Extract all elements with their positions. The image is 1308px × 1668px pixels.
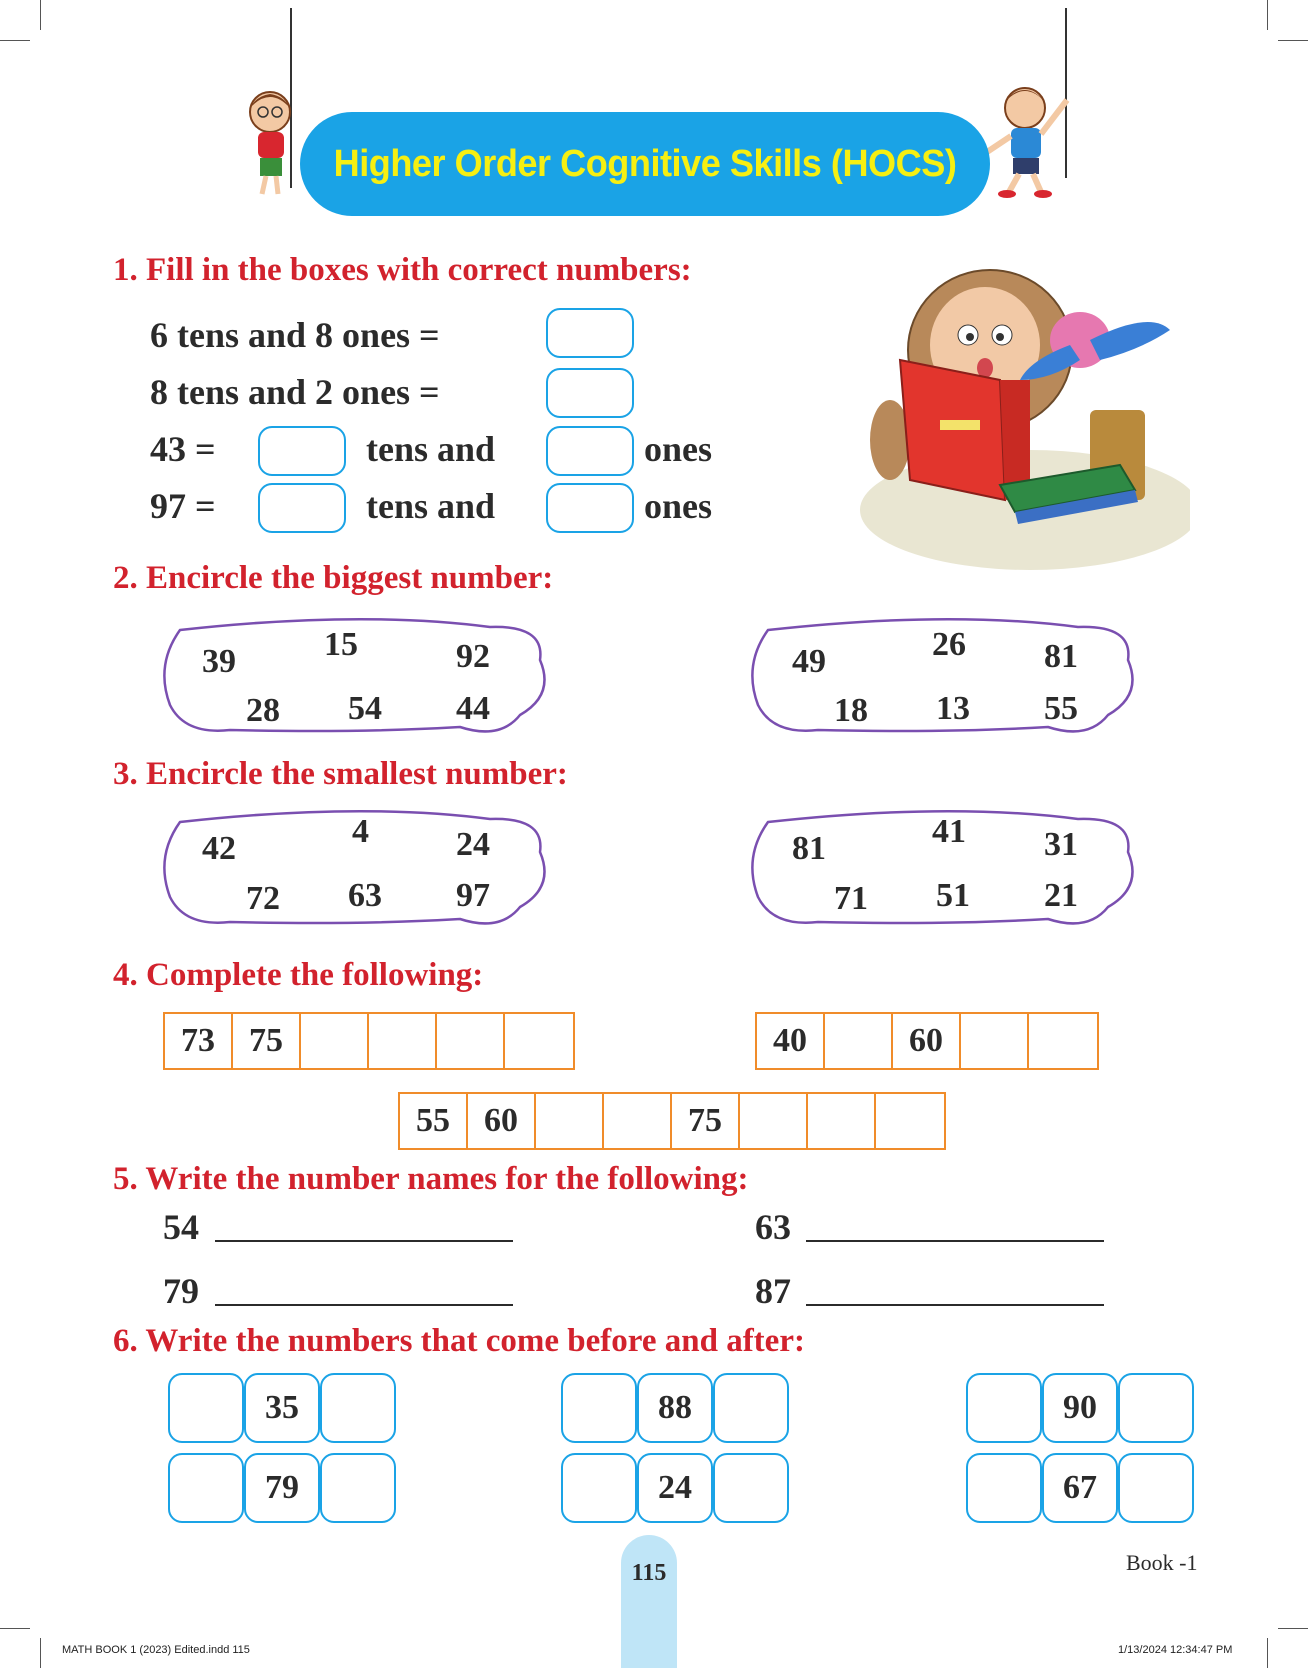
number-item[interactable]: 81 [792, 830, 826, 867]
after-box[interactable] [713, 1453, 789, 1523]
before-after-group [561, 1453, 789, 1523]
number-item[interactable]: 18 [834, 692, 868, 729]
given-number: 88 [637, 1373, 713, 1443]
number-item[interactable]: 13 [936, 690, 970, 727]
monkey-reading-illustration [790, 240, 1190, 580]
q1-line-4-text: 97 = [150, 486, 216, 526]
sequence-row-1 [163, 1012, 575, 1070]
before-box[interactable] [168, 1453, 244, 1523]
boy-illustration [975, 80, 1085, 200]
q1-line-3-right: ones [644, 429, 713, 469]
given-number: 90 [1042, 1373, 1118, 1443]
given-number: 67 [1042, 1453, 1118, 1523]
answer-box[interactable] [546, 308, 634, 358]
sequence-row-2 [755, 1012, 1099, 1070]
q1-line-2-text: 8 tens and 2 ones = [150, 372, 440, 412]
given-number: 24 [637, 1453, 713, 1523]
before-box[interactable] [168, 1373, 244, 1443]
number-item[interactable]: 51 [936, 877, 970, 914]
sequence-cell[interactable] [1029, 1014, 1097, 1068]
number-item[interactable]: 26 [932, 626, 966, 663]
number-name-item: 63 [755, 1207, 791, 1247]
answer-line[interactable] [215, 1272, 513, 1306]
footer-file-info: MATH BOOK 1 (2023) Edited.indd 115 [62, 1644, 250, 1656]
book-label: Book -1 [1126, 1550, 1198, 1575]
question-3-heading: 3. Encircle the smallest number: [113, 756, 568, 792]
q1-line-4-mid: tens and [366, 486, 496, 526]
question-1-heading: 1. Fill in the boxes with correct numbers: [113, 252, 692, 288]
sequence-cell[interactable] [505, 1014, 573, 1068]
q1-line-3-text: 43 = [150, 429, 216, 469]
crop-mark [0, 40, 30, 41]
number-item[interactable]: 21 [1044, 877, 1078, 914]
sequence-cell: 75 [233, 1014, 301, 1068]
number-item[interactable]: 24 [456, 826, 490, 863]
number-item[interactable]: 4 [352, 813, 369, 850]
answer-box[interactable] [258, 426, 346, 476]
sequence-cell[interactable] [740, 1094, 808, 1148]
number-item[interactable]: 81 [1044, 638, 1078, 675]
before-box[interactable] [561, 1373, 637, 1443]
number-item[interactable]: 97 [456, 877, 490, 914]
before-box[interactable] [966, 1453, 1042, 1523]
number-name-item: 79 [163, 1271, 199, 1311]
crop-mark [40, 0, 41, 30]
answer-line[interactable] [215, 1208, 513, 1242]
before-after-group [168, 1453, 396, 1523]
crop-mark [1278, 40, 1308, 41]
sequence-cell: 60 [893, 1014, 961, 1068]
page-number-tab [621, 1535, 677, 1668]
answer-line[interactable] [806, 1208, 1104, 1242]
after-box[interactable] [713, 1373, 789, 1443]
given-number: 35 [244, 1373, 320, 1443]
sequence-cell[interactable] [301, 1014, 369, 1068]
sequence-cell: 60 [468, 1094, 536, 1148]
sequence-row-3 [398, 1092, 946, 1150]
number-item[interactable]: 39 [202, 643, 236, 680]
crop-mark [40, 1638, 41, 1668]
number-item[interactable]: 54 [348, 690, 382, 727]
sequence-cell[interactable] [604, 1094, 672, 1148]
number-item[interactable]: 42 [202, 830, 236, 867]
sequence-cell[interactable] [369, 1014, 437, 1068]
q1-line-3-mid: tens and [366, 429, 496, 469]
sequence-cell[interactable] [876, 1094, 944, 1148]
number-item[interactable]: 55 [1044, 690, 1078, 727]
after-box[interactable] [320, 1373, 396, 1443]
after-box[interactable] [1118, 1453, 1194, 1523]
number-item[interactable]: 41 [932, 813, 966, 850]
sequence-cell[interactable] [808, 1094, 876, 1148]
sequence-cell[interactable] [437, 1014, 505, 1068]
crop-mark [1278, 1628, 1308, 1629]
answer-line[interactable] [806, 1272, 1104, 1306]
after-box[interactable] [320, 1453, 396, 1523]
footer-timestamp: 1/13/2024 12:34:47 PM [1118, 1644, 1233, 1656]
number-name-item: 87 [755, 1271, 791, 1311]
number-item[interactable]: 71 [834, 880, 868, 917]
question-5-heading: 5. Write the number names for the following: [113, 1161, 749, 1197]
before-after-group [966, 1373, 1194, 1443]
q1-line-4-right: ones [644, 486, 713, 526]
before-after-group [561, 1373, 789, 1443]
q1-line-1-text: 6 tens and 8 ones = [150, 315, 440, 355]
number-item[interactable]: 49 [792, 643, 826, 680]
sequence-cell[interactable] [825, 1014, 893, 1068]
before-after-group [966, 1453, 1194, 1523]
sequence-cell: 55 [400, 1094, 468, 1148]
answer-box[interactable] [546, 426, 634, 476]
given-number: 79 [244, 1453, 320, 1523]
before-after-group [168, 1373, 396, 1443]
answer-box[interactable] [546, 368, 634, 418]
answer-box[interactable] [258, 483, 346, 533]
page-title: Higher Order Cognitive Skills (HOCS) [333, 142, 957, 185]
number-item[interactable]: 63 [348, 877, 382, 914]
sequence-cell: 40 [757, 1014, 825, 1068]
number-item[interactable]: 15 [324, 626, 358, 663]
question-6-heading: 6. Write the numbers that come before and after: [113, 1323, 805, 1359]
sequence-cell: 75 [672, 1094, 740, 1148]
number-name-item: 54 [163, 1207, 199, 1247]
sequence-cell: 73 [165, 1014, 233, 1068]
crop-mark [0, 1628, 30, 1629]
after-box[interactable] [1118, 1373, 1194, 1443]
number-item[interactable]: 92 [456, 638, 490, 675]
question-4-heading: 4. Complete the following: [113, 957, 484, 993]
answer-box[interactable] [546, 483, 634, 533]
question-2-heading: 2. Encircle the biggest number: [113, 560, 554, 596]
sequence-cell[interactable] [961, 1014, 1029, 1068]
number-item[interactable]: 72 [246, 880, 280, 917]
crop-mark [1267, 1638, 1268, 1668]
number-item[interactable]: 31 [1044, 826, 1078, 863]
before-box[interactable] [561, 1453, 637, 1523]
page-number: 115 [631, 1560, 667, 1586]
crop-mark [1267, 0, 1268, 30]
number-item[interactable]: 28 [246, 692, 280, 729]
number-item[interactable]: 44 [456, 690, 490, 727]
before-box[interactable] [966, 1373, 1042, 1443]
sequence-cell[interactable] [536, 1094, 604, 1148]
